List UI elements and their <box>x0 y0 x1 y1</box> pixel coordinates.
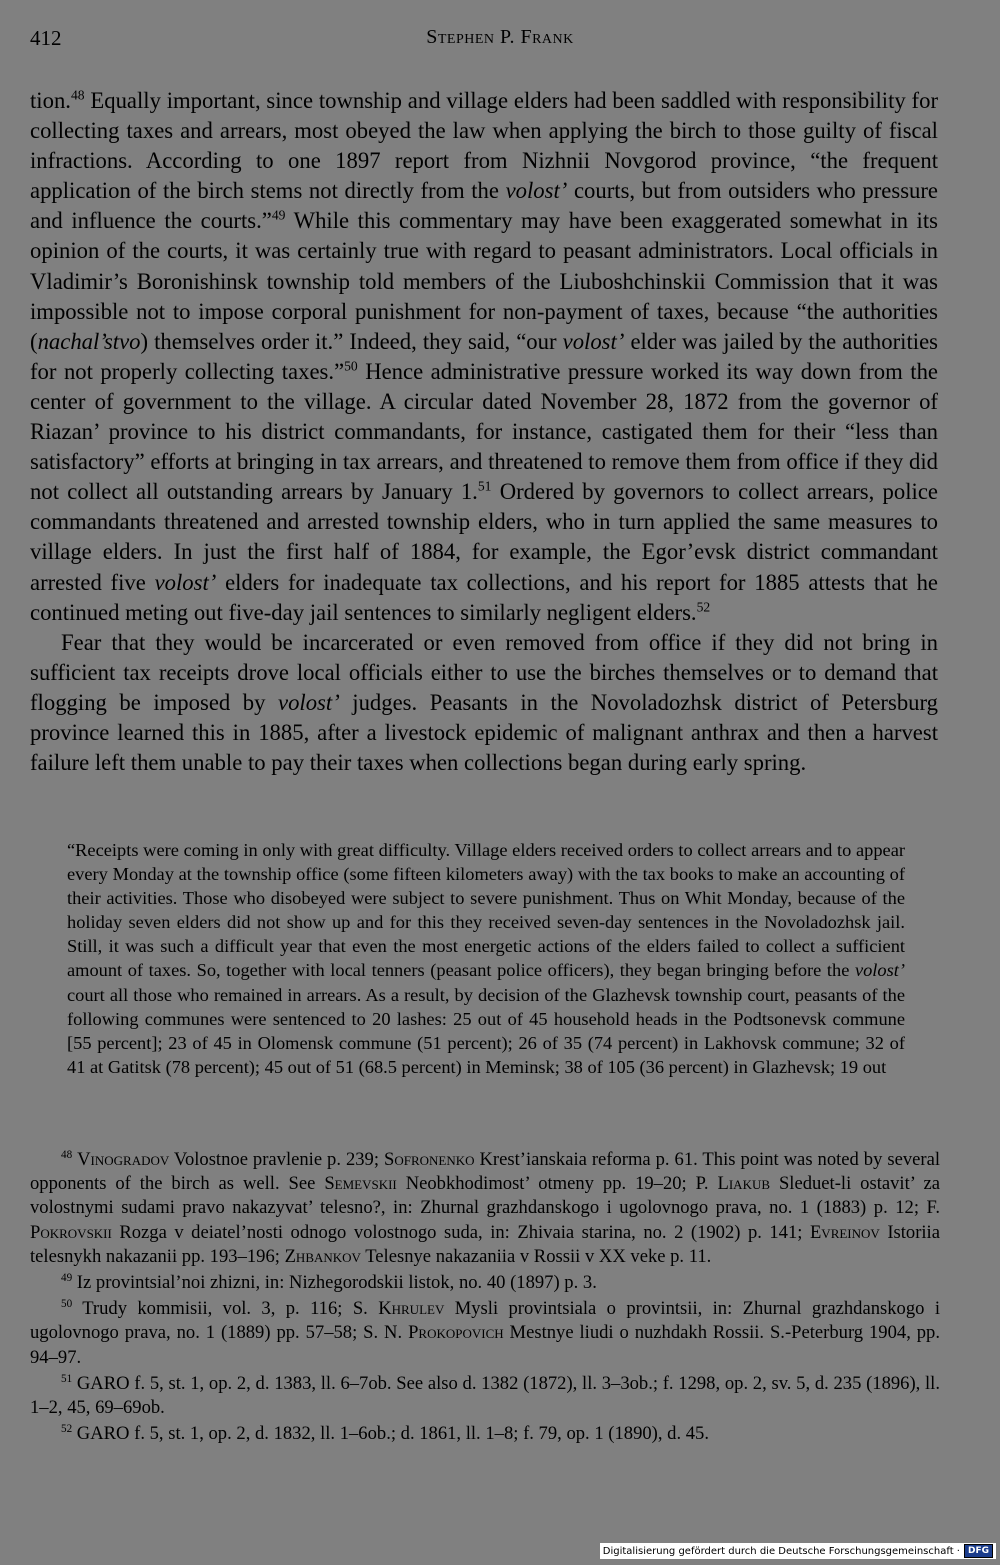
credit-text: Digitalisierung gefördert durch die Deutsche Forschungsgemeinschaft · <box>602 1545 960 1557</box>
footnote-52: $^{52}$ GARO f. 5, st. 1, op. 2, d. 1832, ll. 1–6ob.; d. 1861, ll. 1–8; f. 79, op. 1 (1890), d. 45. <box>61 1423 709 1445</box>
block-quote: “Receipts were coming in only with great difficulty. Village elders received orders to collect arrears and to appear every Monday at the township office (some fifteen kilometers away) with the tax books to make an accounting of their activities. Those who disobeyed were subject to severe punishment. Thus on Whit Monday, because of the holiday seven elders did not show up and for this they received seven-day sentences in the Novoladozhsk jail. Still, it was such a difficult year that even the most energetic actions of the elders failed to collect a sufficient amount of taxes. So, together with local tenners (peasant police officers), they began bringing before the volost’ court all those who remained in arrears. As a result, by decision of the Glazhevsk township court, peasants of the following communes were sentenced to 20 lashes: 25 out of 45 household heads in the Podtsonevsk commune [55 percent]; 23 of 45 in Olomensk commune (51 percent); 26 of 35 (74 percent) in Lakhovsk commune; 32 of 41 at Gatitsk (78 percent); 45 out of 51 (68.5 percent) in Meminsk; 38 of 105 (36 percent) in Glazhevsk; 19 out <box>67 840 905 1077</box>
digitization-credit <box>600 1543 996 1559</box>
running-head <box>0 26 1000 49</box>
footnotes <box>30 1148 940 1448</box>
dfg-logo: DFG <box>964 1544 993 1558</box>
paragraph-1: tion.$^{48}$ Equally important, since township and village elders had been saddled with responsibility for collecting taxes and arrears, most obeyed the law when applying the birch to those guilty of fiscal infractions. According to one 1897 report from Nizhnii Novgorod province, “the frequent application of the birch stems not directly from the volost’ courts, but from outsiders who pressure and influence the courts.”$^{49}$ While this commentary may have been exaggerated somewhat in its opinion of the courts, it was certainly true with regard to peasant administrators. Local officials in Vladimir’s Boronishinsk township told members of the Liuboshchinskii Commission that it was impossible not to impose corporal punishment for non-payment of taxes, because “the authorities (nachal’stvo) themselves order it.” Indeed, they said, “our volost’ elder was jailed by the authorities for not properly collecting taxes.”$^{50}$ Hence administrative pressure worked its way down from the center of government to the village. A circular dated November 28, 1872 from the governor of Riazan’ province to his district commandants, for instance, castigated them for their “less than satisfactory” efforts at bringing in tax arrears, and threatened to remove them from office if they did not collect all outstanding arrears by January 1.51 Ordered by governors to collect arrears, police commandants threatened and arrested township elders, who in turn applied the same measures to village elders. In just the first half of 1884, for example, the Egor’evsk district commandant arrested five volost’ elders for inadequate tax collections, and his report for 1885 attests that he continued meting out five-day jail sentences to similarly negligent elders.$^{52}$ <box>30 87 938 625</box>
footnote-49: $^{49}$ Iz provintsial’noi zhizni, in: Nizhegorodskii listok, no. 40 (1897) p. 3. <box>61 1271 597 1294</box>
footnote-50: $^{50}$ Trudy kommisii, vol. 3, p. 116; S. Khrulev Mysli provintsiala o provintsii, in: Zhurnal grazhdanskogo i ugolovnogo prava, no. 1 (1889) pp. 57–58; S. N. Prokopovich Mestnye liudi o nuzhdakh Rossii. S.-Peterburg 1904, pp. 94–97. <box>30 1298 941 1368</box>
footnote-51: $^{51}$ GARO f. 5, st. 1, op. 2, d. 1383, ll. 6–7ob. See also d. 1382 (1872), ll. 3–3ob.; f. 1298, op. 2, sv. 5, d. 235 (1896), ll. 1–2, 45, 69–69ob. <box>30 1372 940 1419</box>
main-text <box>30 86 938 778</box>
running-head-author: Stephen P. Frank <box>426 26 574 48</box>
footnote-48: $^{48}$ Vinogradov Volostnoe pravlenie p. 239; Sofronenko Krest’ianskaia reforma p. 61. This point was noted by several opponents of the birch as well. See Semevskii Neobkhodimost’ otmeny pp. 19–20; P. Liakub Sleduet-li ostavit’ za volostnymi sudami pravo nakazyvat’ telesno?, in: Zhurnal grazhdanskogo i ugolovnogo prava, no. 1 (1883) p. 12; F. Pokrovskii Rozga v deiatel’nosti odnogo volostnogo suda, in: Zhivaia starina, no. 2 (1902) p. 141; Evreinov Istoriia telesnykh nakazanii pp. 193–196; Zhbankov Telesnye nakazaniia v Rossii v XX veke p. 11. <box>30 1148 941 1267</box>
page-number: 412 <box>30 26 62 50</box>
paragraph-2: Fear that they would be incarcerated or even removed from office if they did not bring in sufficient tax receipts drove local officials either to use the birches themselves or to demand that flogging be imposed by volost’ judges. Peasants in the Novoladozhsk district of Petersburg province learned this in 1885, after a livestock epidemic of malignant anthrax and then a harvest failure left them unable to pay their taxes when collections began during early spring. <box>30 629 938 776</box>
